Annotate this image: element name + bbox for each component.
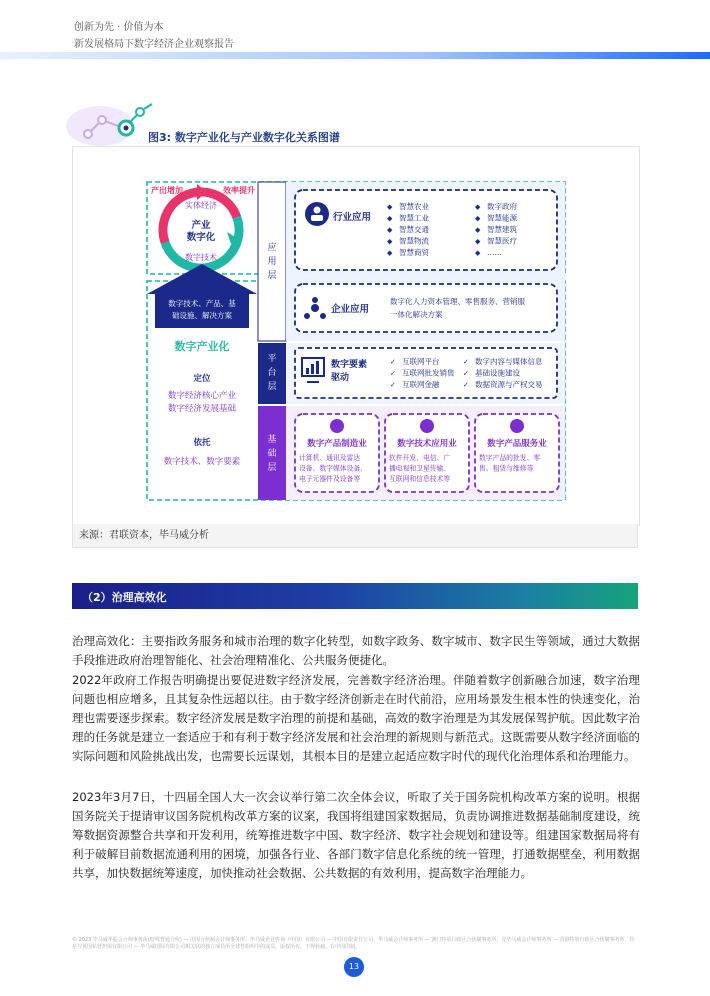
- industry-app-col1-item: 智慧交通: [399, 225, 429, 234]
- platform-title-line-2: 驱动: [331, 373, 350, 383]
- industry-app-col2-bullet: ◆: [475, 226, 481, 234]
- industry-app-col1-item: 智慧农业: [399, 202, 429, 211]
- wrench-icon: [330, 419, 344, 433]
- industry-application-icon: [305, 202, 329, 226]
- industry-app-col1-bullet: ◆: [387, 203, 393, 211]
- base-box-title: 数字产品制造业: [307, 439, 367, 449]
- center-line-1: 产业: [191, 220, 211, 231]
- digital-industrialization-title: 数字产业化: [174, 340, 230, 353]
- figure-title: 图3: 数字产业化与产业数字化关系图谱: [148, 131, 340, 144]
- phone-icon: [510, 419, 524, 433]
- industry-app-col1-bullet: ◆: [387, 237, 393, 246]
- enterprise-application-line-2: 一体化解决方案: [390, 310, 443, 319]
- base-layer-char-3: 层: [267, 463, 277, 473]
- platform-layer-char-3: 层: [267, 382, 277, 392]
- platform-col1-bullet: ✓: [390, 381, 396, 389]
- platform-col2-item: 基础设施建设: [475, 368, 520, 378]
- base-layer-boxes: [295, 414, 559, 492]
- industry-app-col1-item: 智慧物流: [399, 236, 429, 246]
- header-gradient-bar: [0, 52, 710, 59]
- platform-col1-item: 互联网金融: [402, 380, 440, 389]
- base-box-line: 数字产品的批发、零: [479, 454, 541, 462]
- platform-col1-item: 互联网批发销售: [402, 368, 455, 378]
- platform-col1-item: 互联网平台: [402, 357, 440, 366]
- base-box-line: 售、租赁与维修等: [479, 464, 534, 473]
- base-layer-char-1: 基: [267, 435, 277, 445]
- platform-col2-bullet: ✓: [463, 358, 469, 366]
- base-box-line: 计算机、通讯及雷达: [299, 454, 361, 462]
- industry-app-col2-item: 智慧建筑: [487, 225, 517, 234]
- industry-app-col1-bullet: ◆: [387, 249, 393, 257]
- header-line-1: 创新为先 · 价值为本: [74, 22, 164, 33]
- output-increase-label: 产出增加: [151, 186, 183, 195]
- base-box-title: 数字技术应用业: [397, 439, 457, 449]
- industry-app-col1-item: 智慧工业: [399, 213, 429, 223]
- industry-app-col2-item: ……: [487, 248, 502, 257]
- industry-app-col2-bullet: ◆: [475, 249, 481, 257]
- relationship-diagram: [145, 178, 569, 504]
- platform-layer-char-1: 平: [267, 354, 277, 364]
- paragraph-3: 2023年3月7日，十四届全国人大一次会议举行第二次全体会议，听取了关于国务院机构改革方案的说明。根据国务院关于提请审议国务院机构改革方案的议案，我国将组建国家数据局，负责协调推进数据基础制度建设，统筹数据资源整合共享和开发利用，统筹推进数字中国、数字经济、数字社会规划和建设等。组建国家数据局将有利于破解目前数据流通利用的困境，加强各行业、各部门数字信息化系统的统一管理，打通数据壁垒，利用数据共享，加快数据统筹速度，加快推动社会数据、公共数据的有效利用，提高数字治理能力。: [72, 790, 640, 880]
- application-layer-char-1: 应: [267, 243, 277, 253]
- figure-source: 来源：君联资本，毕马威分析: [72, 524, 638, 548]
- industry-app-col2-item: 智慧医疗: [487, 236, 517, 246]
- platform-col2-bullet: ✓: [463, 369, 469, 378]
- platform-col2-item: 数据资源与产权交易: [475, 380, 543, 389]
- platform-title-line-1: 数字要素: [331, 360, 368, 370]
- base-box-line: 互联网和信息技术等: [389, 475, 451, 483]
- paragraph-1: 治理高效化：主要指政务服务和城市治理的数字化转型，如数字政务、数字城市、数字民生等领域，通过大数据手段推进政府治理智能化、社会治理精准化、公共服务便捷化。: [72, 634, 640, 667]
- industry-app-col2-bullet: ◆: [475, 214, 481, 223]
- base-box-line: 播电视和卫星传输、: [389, 464, 451, 473]
- base-box-line: 设备、数字媒体设备、: [299, 464, 367, 473]
- platform-col1-bullet: ✓: [390, 358, 396, 366]
- enterprise-application-line-1: 数字化人力资本管理、零售服务、营销服: [390, 297, 525, 306]
- rely-text: 数字技术、数字要素: [163, 457, 241, 467]
- ring-top-label: 实体经济: [185, 201, 217, 210]
- position-title: 定位: [193, 374, 211, 384]
- enterprise-application-icon: [311, 304, 319, 312]
- application-layer-char-2: 用: [267, 257, 277, 267]
- industry-app-col2-item: 智慧能源: [487, 213, 517, 223]
- paragraph-2: 2022年政府工作报告明确提出要促进数字经济发展，完善数字经济治理。伴随着数字创新融合加速，数字治理问题也相应增多，且其复杂性远超以往。由于数字经济创新走在时代前沿，应用场景发生根本性的快速变化，治理也需要逐步探索。数字经济发展是数字治理的前提和基础，高效的数字治理是为其发展保驾护航。因此数字治理的任务就是建立一套适应于和有利于数字经济发展和社会治理的新规则与新范式。这既需要从数字经济面临的实际问题和风险挑战出发，也需要长远谋划，其根本目的是建立起适应数字时代的现代化治理体系和治理能力。: [72, 673, 640, 763]
- platform-layer-char-2: 台: [267, 368, 277, 378]
- arrow-text-line-2: 础设施、解决方案: [172, 311, 232, 320]
- page-number: 13: [344, 957, 364, 977]
- position-line-2: 数字经济发展基础: [167, 404, 237, 414]
- ring-bottom-label: 数字技术: [185, 253, 217, 262]
- base-layer-char-2: 础: [267, 449, 277, 459]
- industry-app-col1-bullet: ◆: [387, 226, 393, 234]
- industry-app-col1-item: 智慧商贸: [399, 248, 429, 257]
- platform-col2-bullet: ✓: [463, 381, 469, 389]
- industry-app-col2-bullet: ◆: [475, 237, 481, 246]
- platform-col1-bullet: ✓: [390, 369, 396, 378]
- application-layer-char-3: 层: [267, 271, 277, 281]
- industry-app-col2-bullet: ◆: [475, 203, 481, 211]
- center-line-2: 数字化: [186, 232, 216, 243]
- industry-app-col2-item: 数字政府: [487, 202, 517, 211]
- header-line-2: 新发展格局下数字经济企业观察报告: [74, 39, 234, 50]
- globe-icon: [420, 419, 434, 433]
- base-box-line: 软件开发、电信、广: [389, 454, 451, 462]
- platform-col2-item: 数字内容与媒体信息: [475, 357, 543, 366]
- rely-title: 依托: [193, 438, 211, 448]
- position-line-1: 数字经济核心产业: [167, 391, 237, 401]
- efficiency-up-label: 效率提升: [223, 186, 255, 195]
- enterprise-application-title: 企业应用: [331, 304, 370, 315]
- section-title: （2）治理高效化: [82, 591, 167, 604]
- base-box-line: 电子元器件及设备等: [299, 475, 361, 483]
- footer-disclaimer: © 2023 毕马威华振会计师事务所(特殊普通合伙) — 中国合伙制会计师事务所、毕马威企业咨询（中国）有限公司 — 中国有限责任公司、毕马威会计师事务所 — 澳门特别行政区合伙制事务所，及毕马威会计师事务所 — 香港特别行政区合伙制事务所，均是与英国私营担保有限公司 — 毕马威国际有限公司相关联的独立成员所全球性组织中的成员。版权所有，不得转载。在中国印制。: [72, 937, 635, 950]
- industry-application-title: 行业应用: [333, 212, 372, 223]
- arrow-text-line-1: 数字技术、产品、基: [168, 299, 236, 308]
- industry-app-col1-bullet: ◆: [387, 214, 393, 223]
- base-box-title: 数字产品服务业: [487, 439, 547, 449]
